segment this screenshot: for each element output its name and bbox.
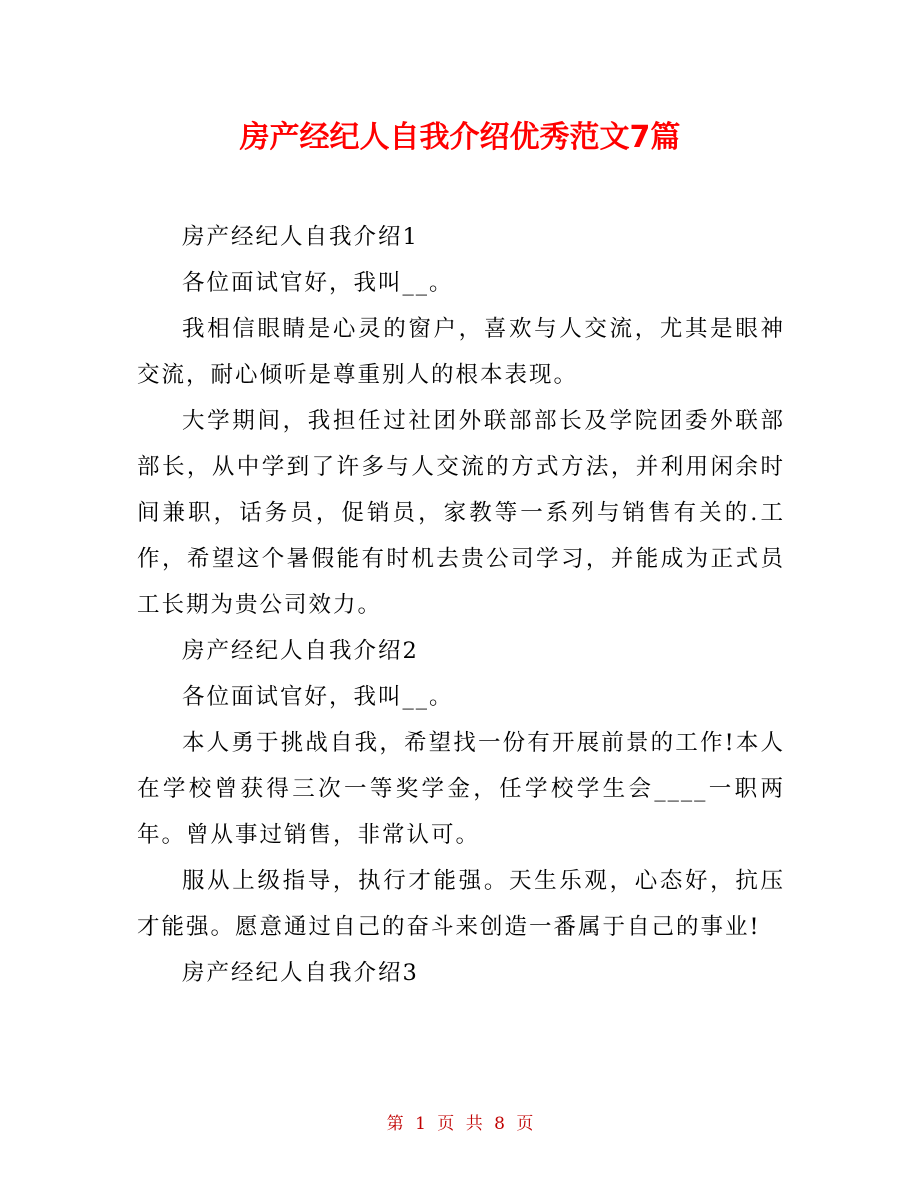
paragraph: 大学期间，我担任过社团外联部部长及学院团委外联部部长，从中学到了许多与人交流的方式方法，并利用闲余时间兼职，话务员，促销员，家教等一系列与销售有关的.工作，希望这个暑假能有时机去贵公司学习，并能成为正式员工长期为贵公司效力。 xyxy=(137,408,785,618)
section-heading-3: 房产经纪人自我介绍3 xyxy=(182,960,419,986)
document-body xyxy=(137,214,785,996)
page-number-footer: 第 1 页 共 8 页 xyxy=(386,1114,534,1134)
paragraph: 各位面试官好，我叫__。 xyxy=(182,684,454,710)
paragraph: 服从上级指导，执行才能强。天生乐观，心态好，抗压才能强。愿意通过自己的奋斗来创造一番属于自己的事业! xyxy=(137,868,785,940)
document-title: 房产经纪人自我介绍优秀范文7篇 xyxy=(239,120,681,155)
paragraph: 本人勇于挑战自我，希望找一份有开展前景的工作!本人在学校曾获得三次一等奖学金，任学校学生会____一职两年。曾从事过销售，非常认可。 xyxy=(137,730,785,848)
paragraph: 我相信眼睛是心灵的窗户，喜欢与人交流，尤其是眼神交流，耐心倾听是尊重别人的根本表现。 xyxy=(137,316,785,388)
section-heading-2: 房产经纪人自我介绍2 xyxy=(182,638,419,664)
paragraph: 各位面试官好，我叫__。 xyxy=(182,270,454,296)
section-heading-1: 房产经纪人自我介绍1 xyxy=(182,224,419,250)
